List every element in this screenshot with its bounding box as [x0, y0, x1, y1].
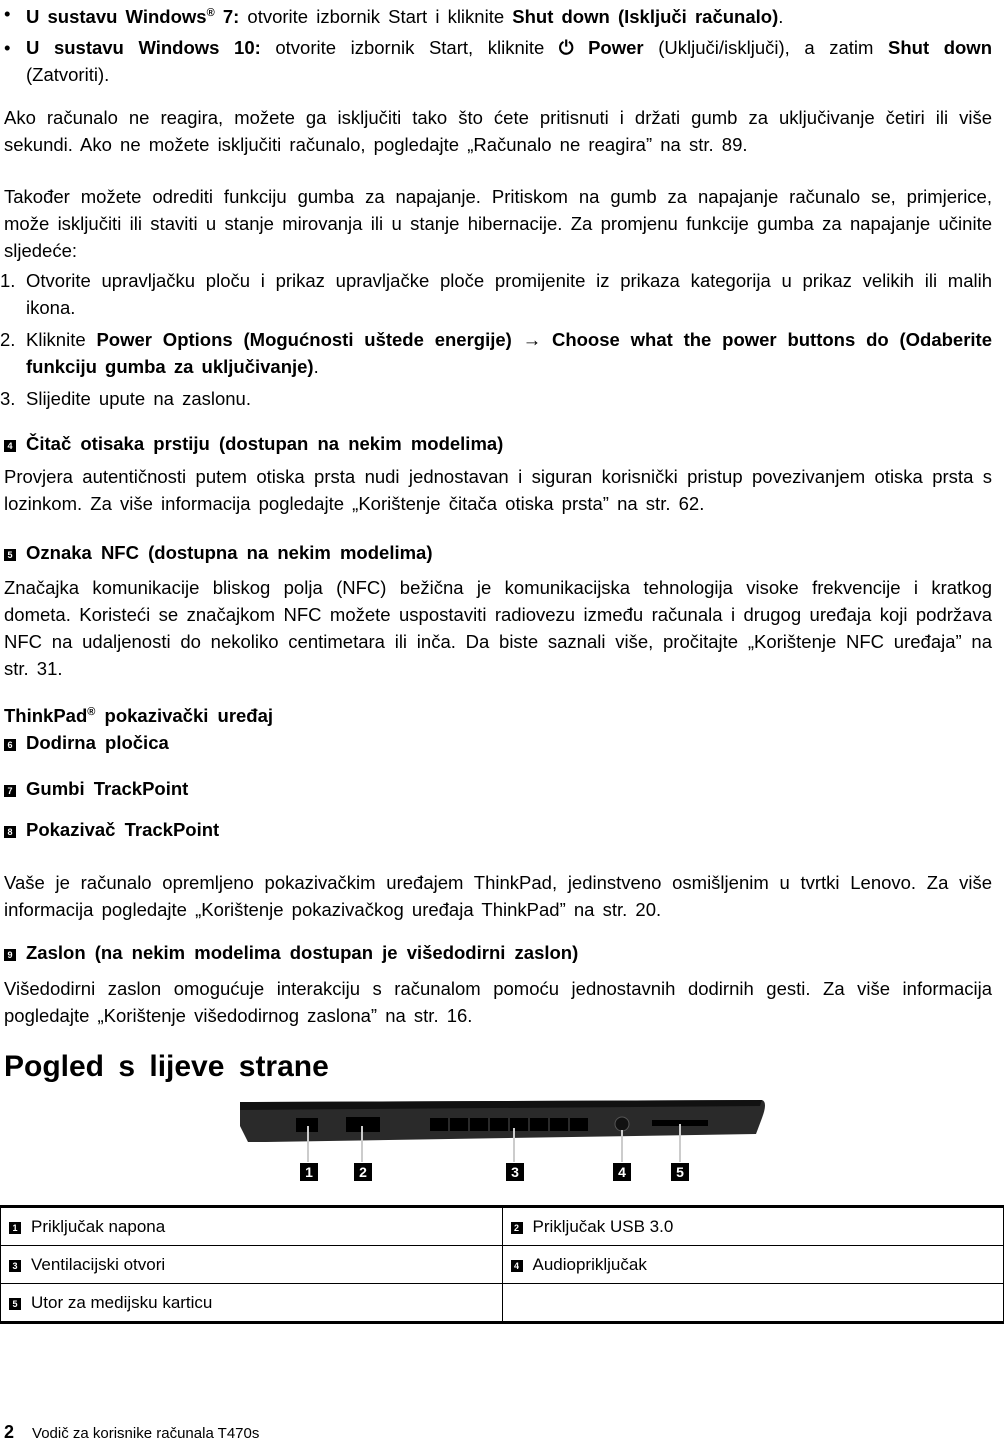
step-1: 1. Otvorite upravljačku ploču i prikaz upravljačke ploče promijenite iz prikaza kategorija u prikaz velikih ili malih ikona. — [0, 270, 992, 318]
item-touchpad: 6 Dodirna pločica — [4, 731, 169, 755]
section-heading-fingerprint: 4 Čitač otisaka prstiju (dostupan na nekim modelima) — [4, 432, 503, 456]
page-footer — [4, 1422, 259, 1440]
bullet-dot: • — [4, 3, 11, 24]
bullet-windows10: • U sustavu Windows 10: otvorite izbornik Start, kliknite ⏻ Power (Uključi/isključi), a zatim Shut down (Zatvoriti). — [26, 34, 992, 88]
table-cell: 1 Priključak napona — [1, 1207, 503, 1246]
item-trackpoint: 8 Pokazivač TrackPoint — [4, 818, 219, 842]
ports-legend-table — [0, 1205, 1004, 1324]
page-number: 2 — [4, 1422, 15, 1440]
paragraph: Provjera autentičnosti putem otiska prsta nudi jednostavan i siguran korisnički pristup povezivanjem otiska prsta s lozinkom. Za više informacija pogledajte „Korištenje čitača otiska prsta” na str. 62. — [4, 466, 992, 514]
paragraph: Ako računalo ne reagira, možete ga isključiti tako što ćete pritisnuti i držati gumb za uključivanje četiri ili više sekundi. Ako ne možete isključiti računalo, pogledajte „Računalo ne reagira” na str. 89. — [4, 107, 992, 155]
footer-title: Vodič za korisnike računala T470s — [32, 1425, 260, 1440]
bullet-windows7: • U sustavu Windows® 7: otvorite izbornik Start i kliknite Shut down (Isključi računalo). — [26, 0, 992, 30]
table-row — [1, 1246, 1004, 1284]
step-2: 2. Kliknite Power Options (Mogućnosti uštede energije) → Choose what the power buttons do (Odaberite funkciju gumba za uključivanje). — [0, 329, 993, 377]
item-trackpoint-buttons: 7 Gumbi TrackPoint — [4, 777, 188, 801]
power-icon: ⏻ — [558, 37, 589, 58]
section-heading-thinkpad: ThinkPad® pokazivački uređaj — [4, 705, 274, 727]
paragraph: Vaše je računalo opremljeno pokazivačkim uređajem ThinkPad, jedinstveno osmišljenim u tvrtki Lenovo. Za više informacija pogledajte „Korištenje pokazivačkog uređaja ThinkPad” na str. 20. — [4, 872, 992, 920]
step-3: 3. Slijedite upute na zaslonu. — [0, 388, 251, 409]
table-row — [1, 1207, 1004, 1246]
table-cell: 3 Ventilacijski otvori — [1, 1246, 503, 1284]
table-row — [1, 1284, 1004, 1323]
bullet-dot: • — [4, 37, 11, 58]
callout-1: 1 — [300, 1163, 318, 1181]
paragraph: Značajka komunikacije bliskog polja (NFC) bežična je komunikacijska tehnologija visoke frekvencije i kratkog dometa. Koristeći se značajkom NFC možete uspostaviti radiovezu između računala i drugog uređaja koji podržava NFC na udaljenosti do nekoliko centimetara ili inča. Da biste saznali više, pročitajte „Korištenje NFC uređaja” na str. 31. — [4, 577, 992, 679]
table-cell: 2 Priključak USB 3.0 — [502, 1207, 1004, 1246]
callout-3: 3 — [506, 1163, 524, 1181]
section-heading-nfc: 5 Oznaka NFC (dostupna na nekim modelima) — [4, 541, 433, 565]
audio-jack — [615, 1117, 629, 1131]
table-cell: 5 Utor za medijsku karticu — [1, 1284, 503, 1323]
page-heading: Pogled s lijeve strane — [4, 1050, 329, 1083]
paragraph: Također možete odrediti funkciju gumba za napajanje. Pritiskom na gumb za napajanje računalo se, primjerice, može isključiti ili staviti u stanje mirovanja ili u stanje hibernacije. Za promjenu funkcije gumba za napajanje učinite sljedeće: — [4, 186, 992, 261]
table-cell-empty — [502, 1284, 1004, 1323]
callout-4: 4 — [613, 1163, 631, 1181]
callout-labels — [0, 1163, 1005, 1183]
callout-2: 2 — [354, 1163, 372, 1181]
table-cell: 4 Audiopriključak — [502, 1246, 1004, 1284]
section-heading-display: 9 Zaslon (na nekim modelima dostupan je višedodirni zaslon) — [4, 941, 578, 965]
paragraph: Višedodirni zaslon omogućuje interakciju s računalom pomoću jednostavnih dodirnih gesti. Za više informacija pogledajte „Korištenje višedodirnog zaslona” na str. 16. — [4, 978, 992, 1026]
callout-5: 5 — [671, 1163, 689, 1181]
